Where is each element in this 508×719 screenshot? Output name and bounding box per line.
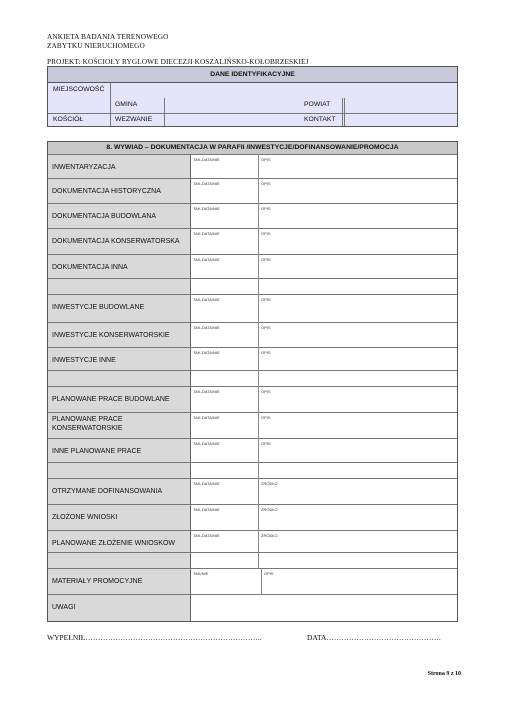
table-row — [48, 154, 457, 178]
table-row — [48, 178, 457, 203]
description-field[interactable]: ŹRÓDŁO — [261, 533, 278, 538]
label-powiat: POWIAT — [304, 101, 331, 108]
identification-box — [47, 66, 458, 127]
interview-table — [47, 141, 458, 622]
description-field[interactable]: ŹRÓDŁO — [261, 481, 278, 486]
table-row — [48, 412, 457, 438]
project-title: PROJEKT: KOŚCIOŁY RYGLOWE DIECEZJI KOSZALIŃSKO-KOŁOBRZESKIEJ — [47, 57, 309, 66]
date-field[interactable]: TAK-DATA/NIE — [193, 389, 220, 394]
description-field[interactable]: OPIS — [261, 231, 271, 236]
description-field[interactable]: OPIS — [261, 415, 271, 420]
row-divider — [48, 322, 457, 323]
row-divider — [48, 412, 457, 413]
page-number: Strona 9 z 10 — [427, 671, 461, 677]
row-label: DOKUMENTACJA HISTORYCZNA — [52, 188, 161, 195]
date-field[interactable]: TAK/NIE — [193, 571, 209, 576]
label-miejscowosc: MIEJSCOWOŚĆ — [53, 86, 105, 93]
table-row — [48, 254, 457, 279]
row-divider — [48, 254, 457, 255]
section-heading: 8. WYWIAD – DOKUMENTACJA W PARAFII /INWESTYCJE/DOFINANSOWANIE/PROMOCJA — [48, 142, 457, 155]
label-gmina: GMINA — [115, 101, 138, 108]
row-label: DOKUMENTACJA INNA — [52, 264, 128, 271]
row-divider — [48, 347, 457, 348]
row-label: INWESTYCJE KONSERWATORSKIE — [52, 332, 170, 339]
row-divider — [48, 462, 457, 463]
table-row — [48, 203, 457, 228]
date-field[interactable]: TAK-DATA/NIE — [193, 257, 220, 262]
row-label: INWESTYCJE BUDOWLANE — [52, 304, 145, 311]
description-field[interactable]: ŹRÓDŁO — [261, 507, 278, 512]
date-field[interactable]: TAK-DATA/NIE — [193, 481, 220, 486]
row-divider — [48, 203, 457, 204]
column-divider — [261, 568, 262, 594]
date-line: DATA………………………………………. — [307, 633, 441, 642]
row-divider — [48, 178, 457, 179]
description-field[interactable]: OPIS — [261, 157, 271, 162]
column-divider — [258, 154, 259, 568]
row-divider — [48, 478, 457, 479]
description-field[interactable]: OPIS — [261, 181, 271, 186]
row-divider — [48, 504, 457, 505]
date-field[interactable]: TAK-DATA/NIE — [193, 441, 220, 446]
row-label: DOKUMENTACJA KONSERWATORSKA — [52, 238, 180, 245]
date-field[interactable]: TAK-DATA/NIE — [193, 157, 220, 162]
table-row — [48, 594, 457, 621]
row-divider — [48, 154, 457, 155]
label-kontakt: KONTAKT — [304, 116, 336, 123]
row-label: MATERIAŁY PROMOCYJNE — [52, 578, 143, 585]
row-label: DOKUMENTACJA BUDOWLANA — [52, 213, 157, 220]
row-divider — [48, 278, 457, 279]
row-divider — [48, 228, 457, 229]
table-row — [48, 568, 457, 594]
table-row — [48, 478, 457, 504]
row-divider — [48, 438, 457, 439]
table-row — [48, 228, 457, 254]
date-field[interactable]: TAK-DATA/NIE — [193, 350, 220, 355]
table-row — [48, 294, 457, 322]
description-field[interactable]: OPIS — [261, 350, 271, 355]
filled-by-line: WYPEŁNIŁ…………………………………………………………….. — [47, 633, 262, 642]
date-field[interactable]: TAK-DATA/NIE — [193, 533, 220, 538]
date-field[interactable]: TAK-DATA/NIE — [193, 507, 220, 512]
date-field[interactable]: TAK-DATA/NIE — [193, 181, 220, 186]
description-field[interactable]: OPIS — [261, 389, 271, 394]
survey-title-line1: ANKIETA BADANIA TERENOWEGO — [47, 32, 169, 41]
description-field[interactable]: OPIS — [261, 325, 271, 330]
description-field[interactable]: OPIS — [264, 571, 274, 576]
date-field[interactable]: TAK-DATA/NIE — [193, 231, 220, 236]
row-label: INNE PLANOWANE PRACE — [52, 448, 142, 455]
label-wezwanie: WEZWANIE — [115, 116, 153, 123]
table-row — [48, 504, 457, 530]
description-field[interactable]: OPIS — [261, 297, 271, 302]
row-label: INWESTYCJE INNE — [52, 357, 116, 364]
table-row — [48, 438, 457, 462]
row-divider — [48, 530, 457, 531]
ident-divider — [110, 82, 111, 126]
row-label: PLANOWANE ZŁOŻENIE WNIOSKÓW — [52, 540, 176, 547]
row-label: OTRZYMANE DOFINANSOWANIA — [52, 488, 163, 495]
table-row — [48, 322, 457, 347]
row-divider — [48, 370, 457, 371]
description-field[interactable]: OPIS — [261, 206, 271, 211]
description-field[interactable]: OPIS — [261, 257, 271, 262]
ident-divider — [344, 98, 345, 126]
row-divider — [48, 386, 457, 387]
row-divider — [48, 552, 457, 553]
date-field[interactable]: TAK-DATA/NIE — [193, 297, 220, 302]
remarks-field[interactable] — [191, 594, 457, 621]
row-label: INWENTARYZACJA — [52, 164, 116, 171]
label-kosciol: KOŚCIÓŁ — [53, 116, 84, 123]
row-label: PLANOWANE PRACE BUDOWLANE — [52, 396, 170, 403]
row-divider — [48, 568, 457, 569]
description-field[interactable]: OPIS — [261, 441, 271, 446]
date-field[interactable]: TAK-DATA/NIE — [193, 206, 220, 211]
row-label: UWAGI — [52, 604, 76, 611]
table-row — [48, 386, 457, 412]
table-row — [48, 347, 457, 371]
ident-divider — [164, 98, 165, 126]
date-field[interactable]: TAK-DATA/NIE — [193, 415, 220, 420]
date-field[interactable]: TAK-DATA/NIE — [193, 325, 220, 330]
ident-divider — [342, 98, 343, 126]
identification-title: DANE IDENTYFIKACYJNE — [48, 67, 457, 83]
row-divider — [48, 294, 457, 295]
row-label: PLANOWANE PRACE KONSERWATORSKIE — [52, 416, 123, 432]
survey-title-line2: ZABYTKU NIERUCHOMEGO — [47, 41, 145, 50]
row-label: ZŁOŻONE WNIOSKI — [52, 514, 118, 521]
